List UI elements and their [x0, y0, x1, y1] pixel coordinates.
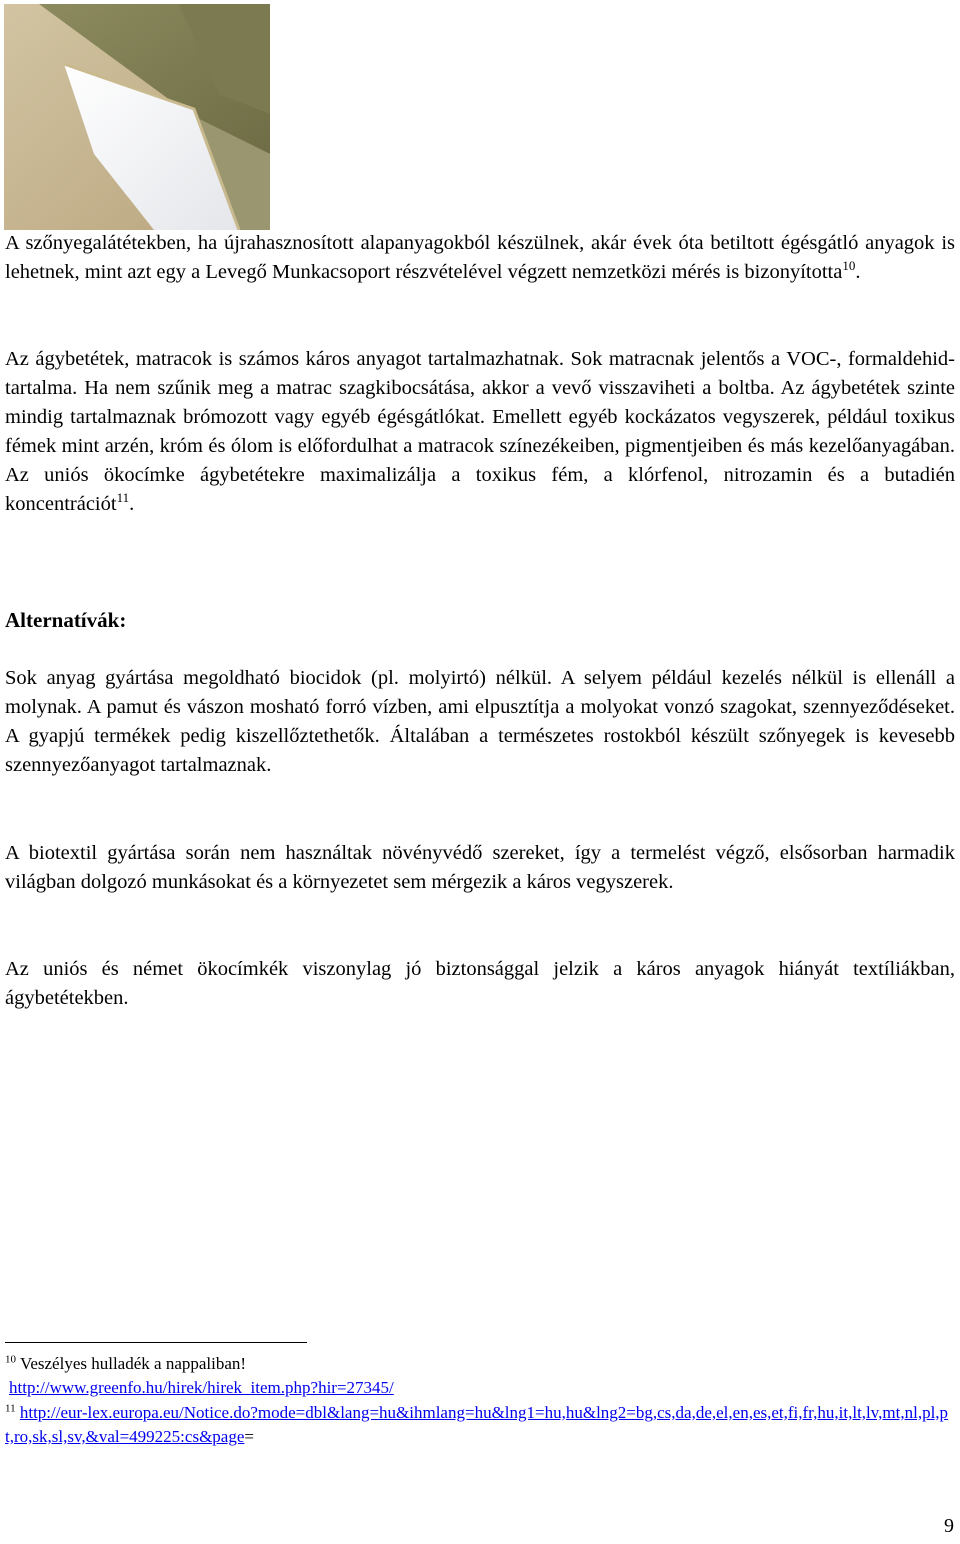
footnote-number: 11: [5, 1402, 16, 1415]
carpet-underlay-photo: [4, 4, 270, 230]
paragraph-text: Az ágybetétek, matracok is számos káros anyagot tartalmazhatnak. Sok matracnak jelentős a VOC-, formaldehid-tartalma. Ha nem szűnik meg a matrac szagkibocsátása, akkor a vevő visszaviheti a boltba. Az ágybetétek szinte mindig tartalmaznak brómozott vagy egyéb égésgátlókat. Emellett egyéb kockázatos vegyszerek, például toxikus fémek mint arzén, króm és ólom is előfordulhat a matracok színezékeiben, pigmentjeiben és más kezelőanyagában. Az uniós ökocímke ágybetétekre maximalizálja a toxikus fém, a klórfenol, nitrozamin és a butadién koncentrációt: [5, 348, 955, 515]
footnote-10-title-line: [5, 1352, 955, 1376]
footnote-reference-10[interactable]: 10: [842, 258, 856, 274]
footnote-11-link[interactable]: http://eur-lex.europa.eu/Notice.do?mode=dbl&lang=hu&ihmlang=hu&lng1=hu,hu&lng2=bg,cs,da,de,el,en,es,et,fi,fr,hu,it,lt,lv,mt,nl,pl,pt,ro,sk,sl,sv,&val=499225:cs&page: [5, 1403, 949, 1446]
footnote-10-link-line: [5, 1376, 955, 1400]
paragraph-ecolabels: Az uniós és német ökocímkék viszonylag jó biztonsággal jelzik a káros anyagok hiányát textíliákban, ágybetétekben.: [5, 958, 955, 1009]
paragraph-text: A szőnyegalátétekben, ha újrahasznosított alapanyagokból készülnek, akár évek óta betiltott égésgátló anyagok is lehetnek, mint azt egy a Levegő Munkacsoport részvételével végzett nemzetközi mérés is bizonyította: [5, 232, 955, 283]
paragraph-carpet-underlay: [5, 229, 955, 287]
footnote-title: Veszélyes hulladék a nappaliban!: [19, 1354, 247, 1373]
paragraph-tail: .: [855, 261, 861, 283]
footnote-10-link[interactable]: http://www.greenfo.hu/hirek/hirek_item.php?hir=27345/: [9, 1378, 394, 1397]
paragraph-tail: .: [129, 493, 135, 515]
section-heading-alternatives: Alternatívák:: [5, 608, 127, 632]
footnote-reference-11[interactable]: 11: [116, 490, 130, 506]
footnote-10: [5, 1352, 955, 1400]
page-number: 9: [944, 1515, 954, 1537]
footnote-number: 10: [5, 1353, 16, 1366]
footnote-separator: [5, 1342, 307, 1343]
paragraph-biotextile: A biotextil gyártása során nem használtak növényvédő szereket, így a termelést végző, elsősorban harmadik világban dolgozó munkásokat és a környezetet sem mérgezik a káros vegyszerek.: [5, 842, 955, 893]
footnote-tail: =: [244, 1427, 254, 1446]
paragraph-alternatives: Sok anyag gyártása megoldható biocidok (pl. molyirtó) nélkül. A selyem például kezelés nélkül is ellenáll a molynak. A pamut és vászon mosható forró vízben, ami elpusztítja a molyokat vonzó szagokat, szennyeződéseket. A gyapjú termékek pedig kiszellőztethetők. Általában a természetes rostokból készült szőnyegek is kevesebb szennyezőanyagot tartalmaznak.: [5, 667, 955, 776]
paragraph-mattresses: [5, 345, 955, 519]
footnote-11: [5, 1401, 955, 1449]
